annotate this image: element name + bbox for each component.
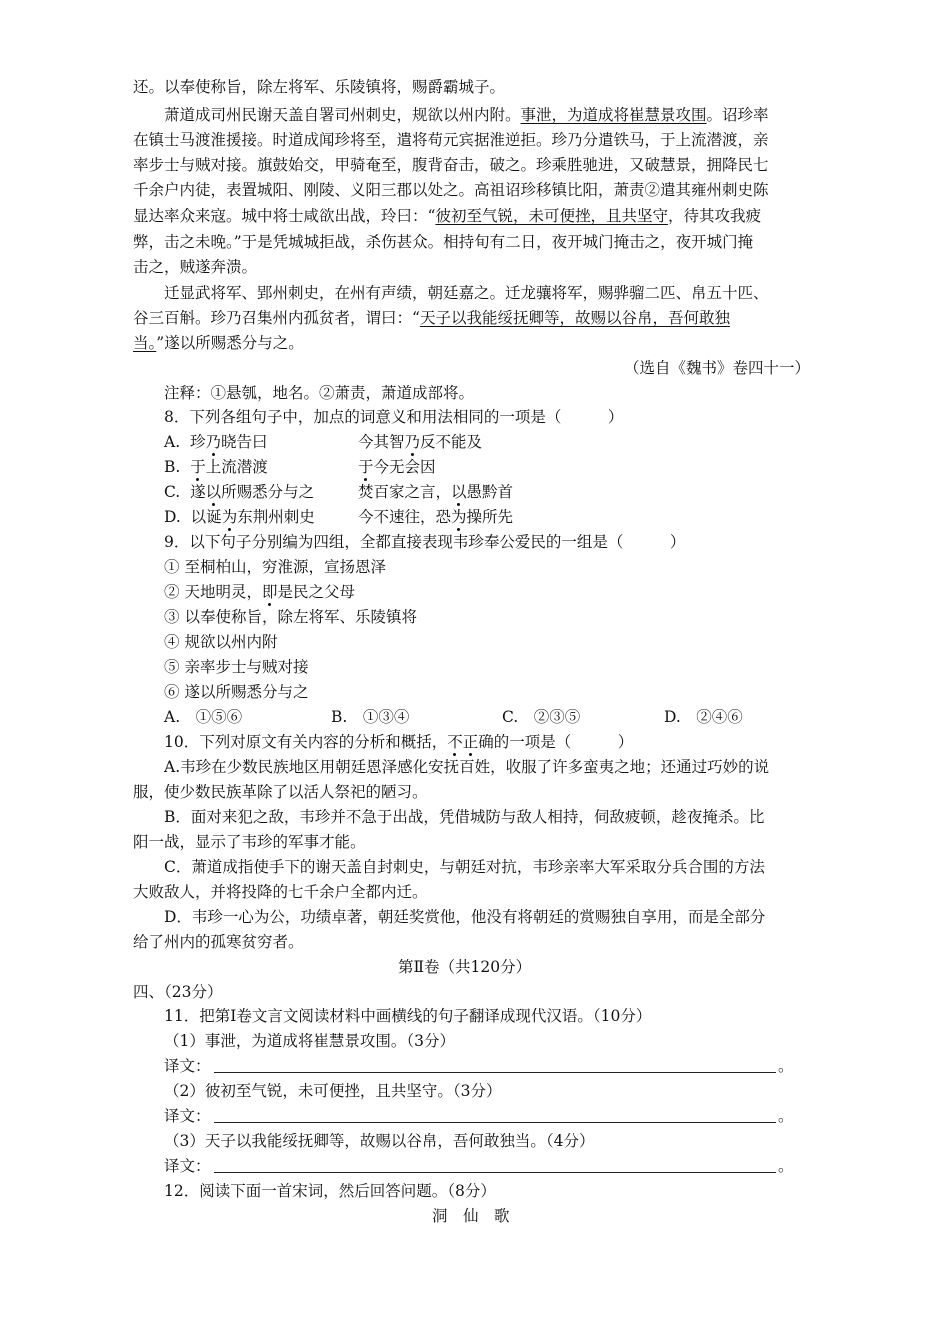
- passage-line: 率步士与贼对接。旗鼓始交，甲骑奄至，腹背奋击，破之。珍乘胜驰进，又破慧景，拥降民七: [133, 156, 769, 174]
- q11-sentence-2: （2）彼初至气锐，未可便挫，且共坚守。（3分）: [164, 1082, 502, 1100]
- dotted-word: 乃: [205, 433, 222, 451]
- q8-option-c: C. 遂以所赐悉分与之: [164, 483, 315, 501]
- q8-stem: 8．下列各组句子中，加点的词意义和用法相同的一项是（ ）: [164, 408, 624, 426]
- q9-item: ④ 规欲以州内附: [164, 633, 278, 651]
- q9-item: ⑥ 遂以所赐悉分与之: [164, 683, 309, 701]
- dotted-word: 于: [190, 458, 206, 476]
- passage-line: 弊，击之未晚。”于是凭城城拒战，杀伤甚众。相持旬有二日，夜开城门掩击之，夜开城门掩: [133, 233, 754, 251]
- underlined-sentence-3: 天子以我能绥抚卿等，故赐以谷帛，吾何敢独: [419, 309, 730, 327]
- q10-option-a-cont: 服，使少数民族革除了以活人祭祀的陋习。: [133, 783, 428, 801]
- dotted-word: 为: [221, 508, 238, 526]
- q9-choice-c: C. ②③⑤: [502, 708, 581, 726]
- passage-line: 萧道成司州民谢天盖自署司州刺史，规欲以州内附。事泄，为道成将崔慧景攻围。诏珍率: [164, 106, 769, 124]
- section-heading: 四、（23分）: [133, 983, 223, 1001]
- passage-line: 千余户内徒，表置城阳、刚陵、义阳三郡以处之。高祖诏珍移镇比阳，萧责②遣其雍州刺史陈: [133, 181, 769, 199]
- dotted-word: 以: [451, 483, 467, 501]
- dotted-word: 即: [261, 583, 278, 601]
- q11-sentence-1: （1）事泄，为道成将崔慧景攻围。（3分）: [164, 1032, 455, 1050]
- answer-label: 译文：: [164, 1157, 211, 1175]
- q10-stem: 10．下列对原文有关内容的分析和概括，不正确的一项是（ ）: [164, 733, 634, 751]
- q9-item: ⑤ 亲率步士与贼对接: [164, 658, 309, 676]
- q9-choice-a: A. ①⑤⑥: [164, 708, 243, 726]
- annotation-note: 注释：①悬瓠，地名。②萧责，萧道成部将。: [164, 384, 475, 402]
- q8-option-b: B. 于上流潜渡: [164, 458, 268, 476]
- q9-stem: 9．以下句子分别编为四组，全都直接表现韦珍奉公爱民的一组是（ ）: [164, 533, 686, 551]
- q10-option-d-cont: 给了州内的孤寒贫穷者。: [133, 933, 304, 951]
- passage-line: 击之，贼遂奔溃。: [133, 258, 258, 276]
- q10-option-b: B．面对来犯之敌，韦珍并不急于出战，凭借城防与敌人相持，伺敌疲顿，趁夜掩杀。比: [164, 808, 765, 826]
- q10-option-c-cont: 大败敌人，并将投降的七千余户全都内迁。: [133, 883, 428, 901]
- q10-option-d: D．韦珍一心为公，功绩卓著，朝廷奖赏他，他没有将朝廷的赏赐独自享用，而是全部分: [164, 908, 766, 926]
- q9-item: ① 至桐柏山，穷淮源，宣扬恩泽: [164, 558, 386, 576]
- answer-period: 。: [778, 1107, 794, 1125]
- passage-line: 迁显武将军、郢州刺史，在州有声绩，朝廷嘉之。迁龙骧将军，赐骅骝二匹、帛五十匹、: [164, 284, 769, 302]
- q9-item: ③ 以奉使称旨，除左将军、乐陵镇将: [164, 608, 417, 626]
- q9-choice-d: D. ②④⑥: [664, 708, 743, 726]
- part2-title: 第Ⅱ卷（共120分）: [398, 958, 532, 976]
- q9-item: ② 天地明灵，即是民之父母: [164, 583, 355, 601]
- answer-label: 译文：: [164, 1107, 211, 1125]
- q12-stem: 12．阅读下面一首宋词，然后回答问题。（8分）: [164, 1182, 496, 1200]
- dotted-word: 以: [205, 483, 222, 501]
- poem-title: 洞 仙 歌: [432, 1207, 510, 1225]
- q9-choice-b: B. ①③④: [331, 708, 410, 726]
- q11-sentence-3: （3）天子以我能绥抚卿等，故赐以谷帛，吾何敢独当。（4分）: [164, 1132, 595, 1150]
- answer-line-3[interactable]: [214, 1172, 776, 1173]
- q8-option-a: A. 珍乃晓告曰: [164, 433, 268, 451]
- answer-line-1[interactable]: [214, 1072, 776, 1073]
- q8-option-c-second: 焚百家之言，以愚黔首: [358, 483, 514, 501]
- answer-line-2[interactable]: [214, 1122, 776, 1123]
- dotted-word: 为: [451, 508, 467, 526]
- answer-period: 。: [778, 1057, 794, 1075]
- answer-label: 译文：: [164, 1057, 211, 1075]
- underlined-sentence-3-end: 当。: [133, 334, 157, 352]
- dotted-word: 于: [358, 458, 374, 476]
- q8-option-a-second: 今其智乃反不能及: [358, 433, 483, 451]
- underlined-sentence-2: 彼初至气锐，未可便挫，且共坚守: [435, 207, 668, 225]
- passage-line: 当。”遂以所赐悉分与之。: [133, 334, 304, 352]
- underlined-sentence-1: 事泄，为道成将崔慧景攻围: [520, 106, 707, 124]
- q10-option-a: A.韦珍在少数民族地区用朝廷恩泽感化安抚百姓，收服了许多蛮夷之地；还通过巧妙的说: [164, 758, 770, 776]
- source-citation: （选自《魏书》卷四十一）: [624, 359, 811, 377]
- q11-stem: 11．把第Ⅰ卷文言文阅读材料中画横线的句子翻译成现代汉语。（10分）: [164, 1007, 652, 1025]
- q8-option-d: D. 以诞为东荆州刺史: [164, 508, 315, 526]
- passage-line: 在镇士马渡淮援接。时道成闻珍将至，遣将苟元宾据淮逆拒。珍乃分遣铁马，于上流潜渡，亲: [133, 131, 769, 149]
- answer-period: 。: [778, 1157, 794, 1175]
- passage-line: 谷三百斛。珍乃召集州内孤贫者，谓曰：“天子以我能绥抚卿等，故赐以谷帛，吾何敢独: [133, 309, 730, 327]
- q8-option-d-second: 今不速往，恐为操所先: [358, 508, 514, 526]
- dotted-word: 不: [447, 733, 463, 751]
- passage-line: 显达率众来寇。城中将士咸欲出战，玲曰：“彼初至气锐，未可便挫，且共坚守，待其攻我疲: [133, 207, 761, 225]
- passage-line: 还。以奉使称旨，除左将军、乐陵镇将，赐爵霸城子。: [133, 78, 506, 96]
- q10-option-c: C．萧道成指使手下的谢天盖自封刺史，与朝廷对抗，韦珍亲率大军采取分兵合围的方法: [164, 858, 765, 876]
- q8-option-b-second: 于今无会因: [358, 458, 436, 476]
- dotted-word: 正: [462, 733, 479, 751]
- dotted-word: 乃: [404, 433, 421, 451]
- q10-option-b-cont: 阳一战，显示了韦珍的军事才能。: [133, 833, 366, 851]
